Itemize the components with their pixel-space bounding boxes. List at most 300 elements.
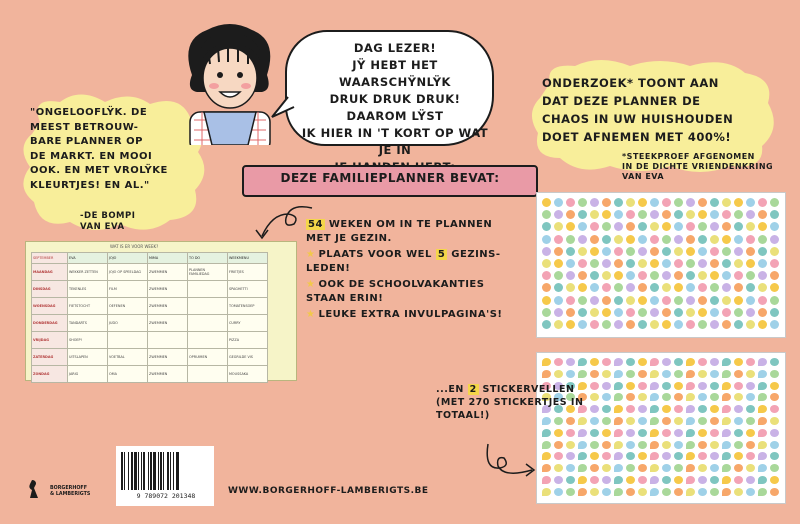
sticker-dot: [626, 198, 635, 207]
sticker-dot: [674, 222, 683, 231]
sticker-dot: [734, 320, 743, 329]
sticker-heart: [758, 358, 767, 366]
sticker-heart: [542, 452, 551, 460]
sticker-dot: [554, 247, 563, 256]
sticker-heart: [578, 441, 587, 449]
sticker-heart: [674, 476, 683, 484]
sticker-heart: [698, 417, 707, 425]
sticker-dot: [758, 296, 767, 305]
sticker-heart: [566, 358, 575, 366]
sticker-heart: [578, 488, 587, 496]
sticker-heart: [662, 441, 671, 449]
sticker-dot: [614, 222, 623, 231]
planner-cell: ZWEMMEN: [148, 349, 188, 366]
sticker-heart: [638, 382, 647, 390]
planner-row: [32, 281, 268, 298]
sticker-heart: [662, 393, 671, 401]
sticker-dot: [722, 259, 731, 268]
sticker-heart: [710, 417, 719, 425]
sticker-dot: [746, 210, 755, 219]
sticker-dot: [614, 247, 623, 256]
sticker-heart: [614, 358, 623, 366]
sticker-dot: [638, 320, 647, 329]
planner-cell: TEKENLES: [68, 281, 108, 298]
sticker-heart: [638, 429, 647, 437]
sticker-dot: [638, 283, 647, 292]
sticker-heart: [638, 393, 647, 401]
planner-cell: FRIETJES: [228, 264, 268, 281]
sticker-dot: [746, 247, 755, 256]
sticker-heart: [746, 476, 755, 484]
sticker-dot: [650, 259, 659, 268]
sticker-heart: [698, 358, 707, 366]
sticker-heart: [674, 488, 683, 496]
sticker-heart: [554, 441, 563, 449]
sticker-dot: [770, 308, 779, 317]
sticker-heart: [746, 370, 755, 378]
sticker-heart: [590, 382, 599, 390]
sticker-dot: [710, 198, 719, 207]
sticker-dot: [614, 198, 623, 207]
sticker-heart: [602, 382, 611, 390]
sticker-dot: [710, 271, 719, 280]
sticker-dot: [578, 271, 587, 280]
sticker-dot: [746, 235, 755, 244]
planner-cell: SHOEP!: [68, 332, 108, 349]
sticker-heart: [542, 370, 551, 378]
sticker-heart: [602, 476, 611, 484]
sticker-dot: [638, 308, 647, 317]
sticker-dot: [614, 296, 623, 305]
sticker-heart: [542, 441, 551, 449]
sticker-dot: [650, 271, 659, 280]
sticker-dot: [638, 235, 647, 244]
sticker-heart: [602, 417, 611, 425]
sticker-heart: [614, 441, 623, 449]
sticker-dot: [686, 320, 695, 329]
sticker-dot: [674, 320, 683, 329]
sticker-heart: [710, 488, 719, 496]
sticker-dot: [602, 320, 611, 329]
sticker-dot: [758, 235, 767, 244]
sticker-dot: [626, 247, 635, 256]
sticker-dot: [566, 259, 575, 268]
sticker-heart: [542, 464, 551, 472]
sticker-dot: [746, 283, 755, 292]
sticker-heart: [542, 429, 551, 437]
sticker-heart: [614, 464, 623, 472]
sticker-heart: [734, 441, 743, 449]
sticker-dot: [662, 210, 671, 219]
sticker-heart: [770, 370, 779, 378]
sticker-dot: [566, 308, 575, 317]
sticker-heart: [734, 382, 743, 390]
sticker-dot: [614, 235, 623, 244]
sticker-dot: [542, 235, 551, 244]
sticker-heart: [590, 358, 599, 366]
sticker-heart: [758, 476, 767, 484]
sticker-heart: [734, 452, 743, 460]
sticker-dot: [590, 296, 599, 305]
sticker-heart: [578, 429, 587, 437]
planner-cell: [188, 281, 228, 298]
sticker-dot: [638, 271, 647, 280]
sticker-heart: [578, 452, 587, 460]
sticker-heart: [614, 393, 623, 401]
sticker-heart: [626, 393, 635, 401]
sticker-heart: [614, 476, 623, 484]
sticker-dot: [698, 210, 707, 219]
sticker-dot: [662, 198, 671, 207]
speech-bubble-text: DAG LEZER! JŸ HEBT HET WAARSCHŸNLŸK DRUK DRUK DRUK! DAAROM LŸST IK HIER IN 'T KORT OP WAT JE IN: [301, 41, 489, 157]
planner-header: TO DO: [188, 253, 228, 264]
sticker-dot: [650, 222, 659, 231]
sticker-dot: [722, 308, 731, 317]
sticker-dot: [770, 296, 779, 305]
sticker-dot: [734, 308, 743, 317]
planner-row: [32, 349, 268, 366]
sticker-dot: [650, 247, 659, 256]
sticker-dot: [590, 308, 599, 317]
sticker-heart: [674, 358, 683, 366]
planner-cell: WEKKER ZETTEN: [68, 264, 108, 281]
planner-row: [32, 264, 268, 281]
planner-header-row: [32, 253, 268, 264]
sticker-dot: [650, 320, 659, 329]
sticker-dot: [590, 271, 599, 280]
sticker-dot: [554, 259, 563, 268]
sticker-heart: [566, 452, 575, 460]
barcode-icon: [121, 452, 209, 490]
sticker-dot: [602, 308, 611, 317]
sticker-heart: [554, 370, 563, 378]
sticker-dot: [770, 320, 779, 329]
sticker-dot: [590, 222, 599, 231]
planner-cell: FIETSTOCHT: [68, 298, 108, 315]
sticker-heart: [650, 441, 659, 449]
sticker-dot: [662, 296, 671, 305]
sticker-dot: [602, 198, 611, 207]
sticker-dot: [662, 222, 671, 231]
sticker-heart: [614, 370, 623, 378]
sticker-dot: [698, 222, 707, 231]
sticker-heart: [710, 382, 719, 390]
sticker-dot: [626, 259, 635, 268]
sticker-dot: [638, 296, 647, 305]
sticker-dot: [542, 247, 551, 256]
sticker-dot: [566, 247, 575, 256]
sticker-dot: [758, 259, 767, 268]
feature-item: ★ OOK DE SCHOOLVAKANTIES STAAN ERIN!: [306, 279, 485, 304]
sticker-dot: [662, 235, 671, 244]
sticker-heart: [554, 452, 563, 460]
sticker-heart: [578, 476, 587, 484]
sticker-dot: [758, 308, 767, 317]
sticker-dot: [578, 210, 587, 219]
sticker-dot: [614, 210, 623, 219]
sticker-heart: [662, 417, 671, 425]
planner-cell: [188, 298, 228, 315]
planner-cell: OEFENEN: [108, 298, 148, 315]
planner-row: [32, 298, 268, 315]
planner-day: VRIJDAG: [32, 332, 68, 349]
sticker-heart: [626, 464, 635, 472]
sticker-heart: [662, 382, 671, 390]
sticker-heart: [554, 476, 563, 484]
planner-cell: JOJO OP SPEELDAG: [108, 264, 148, 281]
sticker-heart: [626, 382, 635, 390]
sticker-dot: [578, 198, 587, 207]
sticker-dot: [566, 222, 575, 231]
sticker-heart: [542, 358, 551, 366]
sticker-dot: [554, 198, 563, 207]
sticker-dot: [638, 222, 647, 231]
sticker-dot: [758, 222, 767, 231]
planner-cell: VOETBAL: [108, 349, 148, 366]
sticker-dot: [554, 320, 563, 329]
sticker-dot: [578, 320, 587, 329]
sticker-dot: [698, 283, 707, 292]
sticker-dot: [626, 320, 635, 329]
sticker-dot: [698, 235, 707, 244]
sticker-dot: [566, 296, 575, 305]
sticker-dot: [542, 259, 551, 268]
sticker-dot: [698, 247, 707, 256]
sticker-heart: [710, 393, 719, 401]
sticker-dot: [650, 210, 659, 219]
sticker-dot: [566, 283, 575, 292]
sticker-dot: [722, 247, 731, 256]
sticker-heart: [734, 488, 743, 496]
sticker-dot: [710, 320, 719, 329]
sticker-dot: [626, 222, 635, 231]
publisher-logo-icon: [22, 478, 46, 502]
sticker-heart: [626, 370, 635, 378]
sticker-heart: [746, 393, 755, 401]
planner-cell: [188, 366, 228, 383]
planner-cell: PLANNEN FAMILIEDAG: [188, 264, 228, 281]
sticker-heart: [746, 488, 755, 496]
planner-cell: ZWEMMEN: [148, 264, 188, 281]
sticker-dot: [674, 198, 683, 207]
sticker-heart: [650, 405, 659, 413]
sticker-dot: [770, 247, 779, 256]
sticker-heart: [650, 488, 659, 496]
sticker-heart: [734, 358, 743, 366]
sticker-heart: [626, 476, 635, 484]
sticker-heart: [638, 452, 647, 460]
sticker-dot: [758, 271, 767, 280]
planner-row: [32, 332, 268, 349]
sticker-dot: [614, 308, 623, 317]
sticker-dot: [734, 198, 743, 207]
sticker-heart: [746, 452, 755, 460]
planner-cell: ZWEMMEN: [148, 298, 188, 315]
sticker-dot: [722, 283, 731, 292]
sticker-dot: [710, 222, 719, 231]
sticker-heart: [722, 464, 731, 472]
sticker-dot: [686, 271, 695, 280]
planner-cell: OMA: [108, 366, 148, 383]
sticker-dot: [578, 235, 587, 244]
sticker-dot: [662, 320, 671, 329]
sticker-heart: [626, 441, 635, 449]
sticker-heart: [590, 464, 599, 472]
sticker-heart: [686, 358, 695, 366]
sticker-heart: [602, 358, 611, 366]
sticker-heart: [734, 405, 743, 413]
sticker-heart: [674, 393, 683, 401]
sticker-dot: [542, 283, 551, 292]
sticker-heart: [746, 464, 755, 472]
features-list: [306, 218, 516, 325]
sticker-dot: [734, 210, 743, 219]
sticker-heart: [626, 452, 635, 460]
sticker-heart: [638, 370, 647, 378]
sticker-dot: [722, 210, 731, 219]
star-icon: ★: [306, 249, 316, 260]
sticker-heart: [566, 370, 575, 378]
sticker-dot: [710, 308, 719, 317]
planner-day: WOENSDAG: [32, 298, 68, 315]
sticker-heart: [770, 488, 779, 496]
sticker-dot: [674, 259, 683, 268]
planner-day: DONDERDAG: [32, 315, 68, 332]
sticker-heart: [722, 417, 731, 425]
planner-header: SEPTEMBER: [32, 253, 68, 264]
sticker-heart: [698, 429, 707, 437]
sticker-heart: [710, 370, 719, 378]
sticker-heart: [758, 370, 767, 378]
sticker-heart: [698, 488, 707, 496]
sticker-heart: [626, 429, 635, 437]
sticker-heart: [662, 429, 671, 437]
sticker-heart: [554, 429, 563, 437]
sticker-dot: [626, 235, 635, 244]
sticker-dot: [542, 320, 551, 329]
sticker-dot: [542, 271, 551, 280]
sticker-heart: [602, 488, 611, 496]
sticker-heart: [566, 476, 575, 484]
feature-weeks: 54 WEKEN OM IN TE PLANNEN MET JE GEZIN.: [306, 219, 493, 244]
sticker-heart: [578, 358, 587, 366]
website-url: WWW.BORGERHOFF-LAMBERIGTS.BE: [228, 486, 429, 496]
sticker-dot: [674, 235, 683, 244]
sticker-heart: [662, 464, 671, 472]
sticker-dot: [758, 320, 767, 329]
sticker-heart: [602, 452, 611, 460]
sticker-dot: [710, 283, 719, 292]
sticker-heart: [746, 429, 755, 437]
sticker-dot: [734, 247, 743, 256]
sticker-dot: [758, 198, 767, 207]
sticker-dot: [746, 296, 755, 305]
sticker-dot: [734, 222, 743, 231]
claim-footnote: *STEEKPROEF AFGENOMEN IN DE DICHTE VRIENDENKRING VAN EVA: [622, 152, 774, 181]
sticker-dot: [626, 210, 635, 219]
sticker-heart: [566, 441, 575, 449]
planner-row: [32, 315, 268, 332]
sticker-heart: [722, 441, 731, 449]
sticker-heart: [722, 370, 731, 378]
sticker-heart: [770, 429, 779, 437]
sticker-dot: [746, 271, 755, 280]
sticker-heart: [626, 417, 635, 425]
planner-cell: ZWEMMEN: [148, 315, 188, 332]
sticker-dot: [638, 210, 647, 219]
sticker-dot: [638, 247, 647, 256]
sticker-heart: [566, 429, 575, 437]
sticker-heart: [770, 464, 779, 472]
sticker-heart: [590, 452, 599, 460]
sticker-heart: [566, 488, 575, 496]
sticker-heart: [758, 429, 767, 437]
sticker-dot: [614, 283, 623, 292]
quote-author: -DE BOMPI VAN EVA: [80, 211, 136, 232]
planner-cell: GEGRILDE VIS: [228, 349, 268, 366]
sticker-heart: [590, 405, 599, 413]
sticker-dot: [638, 198, 647, 207]
planner-cell: TOMATENSOEP: [228, 298, 268, 315]
sticker-heart: [590, 429, 599, 437]
sticker-heart: [614, 382, 623, 390]
sticker-heart: [650, 417, 659, 425]
sticker-heart: [758, 417, 767, 425]
sticker-heart: [662, 358, 671, 366]
sticker-dot: [554, 235, 563, 244]
sticker-heart: [650, 429, 659, 437]
sticker-dot: [590, 198, 599, 207]
sticker-dot: [566, 210, 575, 219]
sticker-dot: [770, 210, 779, 219]
sticker-dot: [662, 247, 671, 256]
sticker-dot: [650, 198, 659, 207]
sticker-dot: [722, 271, 731, 280]
planner-cell: PIZZA: [228, 332, 268, 349]
sticker-heart: [770, 452, 779, 460]
sticker-heart: [710, 464, 719, 472]
sticker-dot: [650, 235, 659, 244]
sticker-heart: [662, 370, 671, 378]
planner-row: [32, 366, 268, 383]
sticker-dot: [758, 210, 767, 219]
sticker-dot: [686, 235, 695, 244]
sticker-heart: [638, 358, 647, 366]
sticker-dot: [746, 259, 755, 268]
planner-cell: MOUSSAKA: [228, 366, 268, 383]
sticker-dot: [710, 210, 719, 219]
sticker-dot: [554, 283, 563, 292]
sticker-heart: [770, 476, 779, 484]
sticker-heart: [710, 358, 719, 366]
sticker-dot: [590, 235, 599, 244]
sticker-dot: [686, 259, 695, 268]
sticker-dot: [758, 283, 767, 292]
sticker-dot: [674, 308, 683, 317]
sticker-dot: [578, 308, 587, 317]
sticker-dot: [566, 271, 575, 280]
planner-header: WEEKMENU: [228, 253, 268, 264]
sticker-dot: [662, 259, 671, 268]
sticker-heart: [734, 464, 743, 472]
sticker-heart: [626, 488, 635, 496]
sticker-heart: [746, 382, 755, 390]
sticker-heart: [590, 370, 599, 378]
planner-cell: [188, 332, 228, 349]
planner-cell: OPRUIMEN: [188, 349, 228, 366]
sticker-heart: [554, 358, 563, 366]
sticker-heart: [614, 405, 623, 413]
